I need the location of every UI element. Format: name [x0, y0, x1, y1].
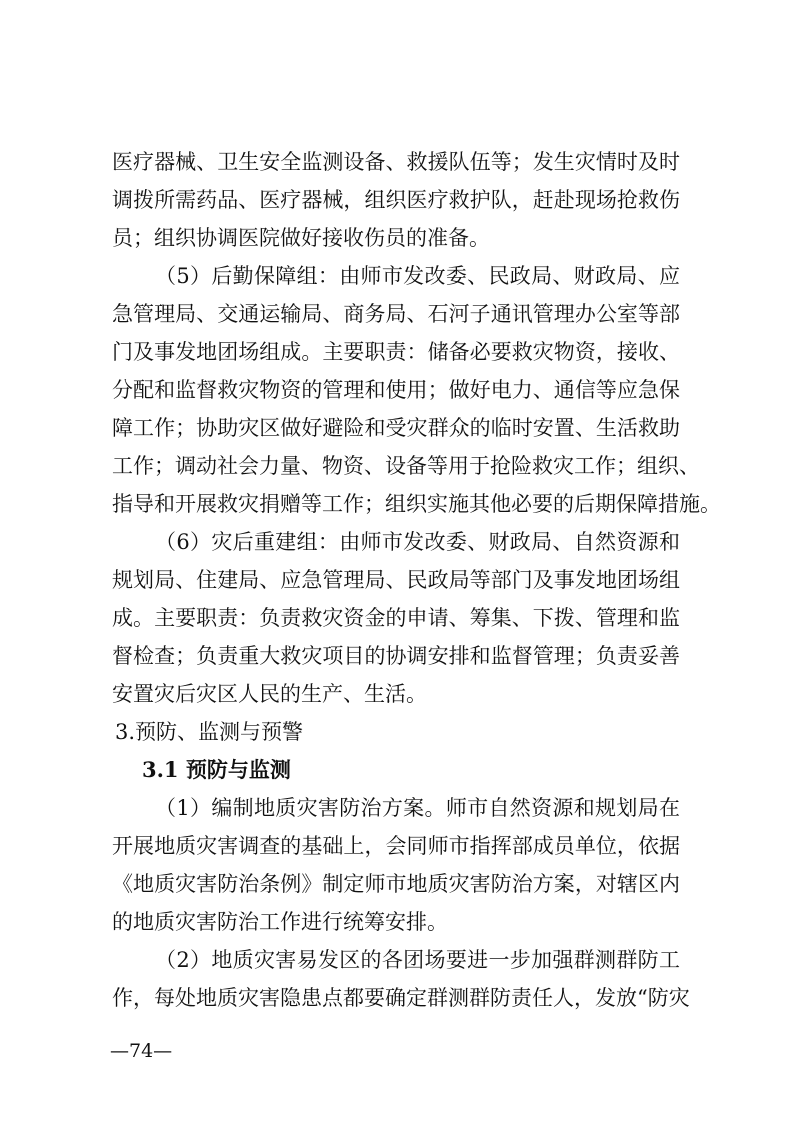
text-line: 调拨所需药品、医疗器械，组织医疗救护队，赶赴现场抢救伤: [112, 188, 680, 212]
text-line: 门及事发地团场组成。主要职责：储备必要救灾物资，接收、: [112, 340, 680, 364]
text-line: 安置灾后灾区人民的生产、生活。: [112, 682, 427, 706]
paragraph-start-line: （5）后勤保障组：由师市发改委、民政局、财政局、应: [155, 264, 680, 288]
section-heading: 3.预防、监测与预警: [115, 720, 304, 744]
paragraph-start-line: （2）地质灾害易发区的各团场要进一步加强群测群防工: [155, 948, 680, 972]
text-line: 开展地质灾害调查的基础上，会同师市指挥部成员单位，依据: [112, 834, 680, 858]
text-line: 的地质灾害防治工作进行统筹安排。: [112, 910, 448, 934]
text-line: 成。主要职责：负责救灾资金的申请、筹集、下拨、管理和监: [112, 606, 680, 630]
text-line: 规划局、住建局、应急管理局、民政局等部门及事发地团场组: [112, 568, 680, 592]
subsection-heading: 3.1 预防与监测: [142, 757, 291, 782]
text-line: 急管理局、交通运输局、商务局、石河子通讯管理办公室等部: [112, 302, 680, 326]
text-line: 指导和开展救灾捐赠等工作；组织实施其他必要的后期保障措施。: [112, 492, 721, 516]
text-line: 作，每处地质灾害隐患点都要确定群测群防责任人，发放“防灾: [112, 986, 690, 1010]
paragraph-start-line: （6）灾后重建组：由师市发改委、财政局、自然资源和: [155, 530, 680, 554]
text-line: 障工作；协助灾区做好避险和受灾群众的临时安置、生活救助: [112, 416, 680, 440]
page-number: —74—: [110, 1040, 173, 1062]
text-line: 督检查；负责重大救灾项目的协调安排和监督管理；负责妥善: [112, 644, 680, 668]
text-line: 员；组织协调医院做好接收伤员的准备。: [112, 226, 490, 250]
text-line: 工作；调动社会力量、物资、设备等用于抢险救灾工作；组织、: [112, 454, 700, 478]
text-line: 医疗器械、卫生安全监测设备、救援队伍等；发生灾情时及时: [112, 150, 680, 174]
paragraph-start-line: （1）编制地质灾害防治方案。师市自然资源和规划局在: [155, 796, 680, 820]
text-line: 《地质灾害防治条例》制定师市地质灾害防治方案，对辖区内: [112, 872, 680, 896]
text-line: 分配和监督救灾物资的管理和使用；做好电力、通信等应急保: [112, 378, 680, 402]
document-body: [112, 143, 721, 1017]
